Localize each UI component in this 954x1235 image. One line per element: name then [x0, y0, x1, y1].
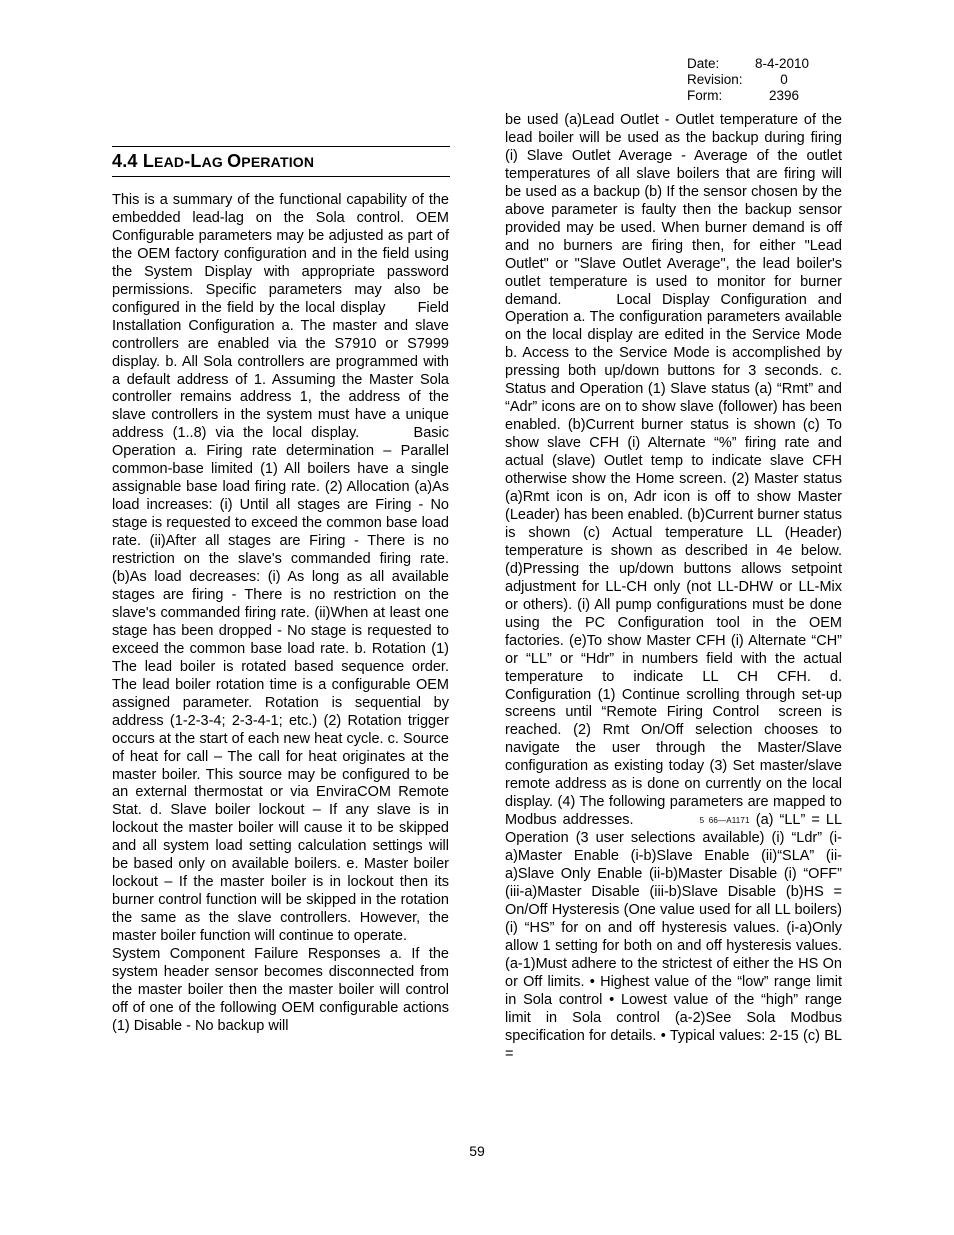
figure-code: 5 66—A1171: [699, 816, 750, 826]
revision-row: [687, 72, 815, 88]
right-column: [505, 112, 842, 1064]
revision-value: 0: [780, 72, 788, 87]
page-number: 59: [469, 1143, 485, 1159]
left-paragraph-2: System Component Failure Responses a. If the system header sensor becomes disconnected from the master boiler then the master boiler will control off of one of the following OEM configurable actions (1) Disable - No backup will: [112, 946, 449, 1034]
right-paragraph-1: [505, 112, 842, 1064]
right-paragraph-1a: be used (a)Lead Outlet - Outlet temperature of the lead boiler will be used as the backup during firing (i) Slave Outlet Average - Average of the outlet temperatures of all slave boilers that are firing will be used as a backup (b) If the sensor chosen by the above parameter is faulty then the backup sensor provided may be used. When burner demand is off and no burners are firing then, for either "Lead Outlet" or "Slave Outlet Average", the lead boiler's outlet temperature is used to monitor for burner demand. Local Display Configuration and Operation a. The configuration parameters available on the local display are edited in the Service Mode b. Access to the Service Mode is accomplished by pressing both up/down buttons for 3 seconds. c. Status and Operation (1) Slave status (a) “Rmt” and “Adr” icons are on to show slave (follower) has been enabled. (b)Current burner status is shown (c) To show slave CFH (i) Alternate “%” firing rate and actual (slave) Outlet temp to indicate slave CFH otherwise show the Home screen. (2) Master status (a)Rmt icon is on, Adr icon is off to show Master (Leader) has been enabled. (b)Current burner status is shown (c) Actual temperature LL (Header) temperature is shown as described in 4e below. (d)Pressing the up/down buttons allows setpoint adjustment for LL-CH only (not LL-DHW or LL-Mix or others). (i) All pump configurations must be done using the PC Configuration tool in the OEM factories. (e)To show Master CFH (i) Alternate “CH” or “LL” or “Hdr” in numbers field with the actual temperature to indicate LL CH CFH. d. Configuration (1) Continue scrolling through set-up screens until “Remote Firing Control screen is reached. (2) Rmt On/Off selection chooses to navigate the user through the Master/Slave configuration as existing today (3) Set master/slave remote address as is done on currently on the local display. (4) The following parameters are mapped to Modbus addresses.: [505, 112, 842, 829]
left-column: [112, 192, 449, 1036]
form-value: 2396: [768, 88, 800, 103]
document-header: [687, 56, 815, 104]
left-paragraph-1: This is a summary of the functional capability of the embedded lead-lag on the Sola control. OEM Configurable parameters may be adjusted as part of the OEM factory configuration and in the field using the System Display with appropriate password permissions. Specific parameters may also be configured in the field by the local display Field Installation Configuration a. The master and slave controllers are enabled via the S7910 or S7999 display. b. All Sola controllers are programmed with a default address of 1. Assuming the Master Sola controller remains address 1, the address of the slave controllers in the system must have a unique address (1..8) via the local display. Basic Operation a. Firing rate determination – Parallel common-base limited (1) All boilers have a single assignable base load firing rate. (2) Allocation (a)As load increases: (i) Until all stages are Firing - No stage is requested to exceed the common base load rate. (ii)After all stages are Firing - There is no restriction on the slave's commanded firing rate. (b)As load decreases: (i) As long as all available stages are firing - There is no restriction on the slave's commanded firing rate. (ii)When at least one stage has been dropped - No stage is requested to exceed the common base load rate. b. Rotation (1) The lead boiler is rotated based sequence order. The lead boiler rotation time is a configurable OEM assigned parameter. Rotation is sequential by address (1-2-3-4; 2-3-4-1; etc.) (2) Rotation trigger occurs at the start of each new heat cycle. c. Source of heat for call – The call for heat originates at the master boiler. This source may be configured to be an external thermostat or via EnviraCOM Remote Stat. d. Slave boiler lockout – If any slave is in lockout the master boiler will cause it to be skipped and all system load setting calculation settings will be based only on available boilers. e. Master boiler lockout – If the master boiler is in lockout then its burner control function will be skipped in the rotation the same as the slave controllers. However, the master boiler function will continue to operate.: [112, 192, 449, 945]
right-paragraph-1b: (a) “LL” = LL Operation (3 user selections available) (i) “Ldr” (i-a)Master Enable (i-b)Slave Enable (ii)“SLA” (ii-a)Slave Only Enable (ii-b)Master Disable (i) “OFF” (iii-a)Master Disable (iii-b)Slave Disable (b)HS = On/Off Hysteresis (One value used for all LL boilers) (i) “HS” for on and off hysteresis values. (i-a)Only allow 1 setting for both on and off hysteresis values. (a-1)Must adhere to the strictest of either the HS On or Off limits. • Highest value of the “low” range limit in Sola control • Lowest value of the “high” range limit in Sola control (a-2)See Sola Modbus specification for details. • Typical values: 2-15 (c) BL =: [505, 812, 843, 1062]
form-label: Form:: [687, 88, 723, 103]
date-row: [687, 56, 815, 72]
section-heading: [112, 146, 450, 177]
section-title: LEAD-LAG OPERATION: [142, 151, 315, 171]
section-number: 4.4: [112, 151, 138, 171]
date-value: 8-4-2010: [755, 56, 810, 71]
form-row: [687, 88, 815, 104]
revision-label: Revision:: [687, 72, 743, 87]
date-label: Date:: [687, 56, 720, 71]
